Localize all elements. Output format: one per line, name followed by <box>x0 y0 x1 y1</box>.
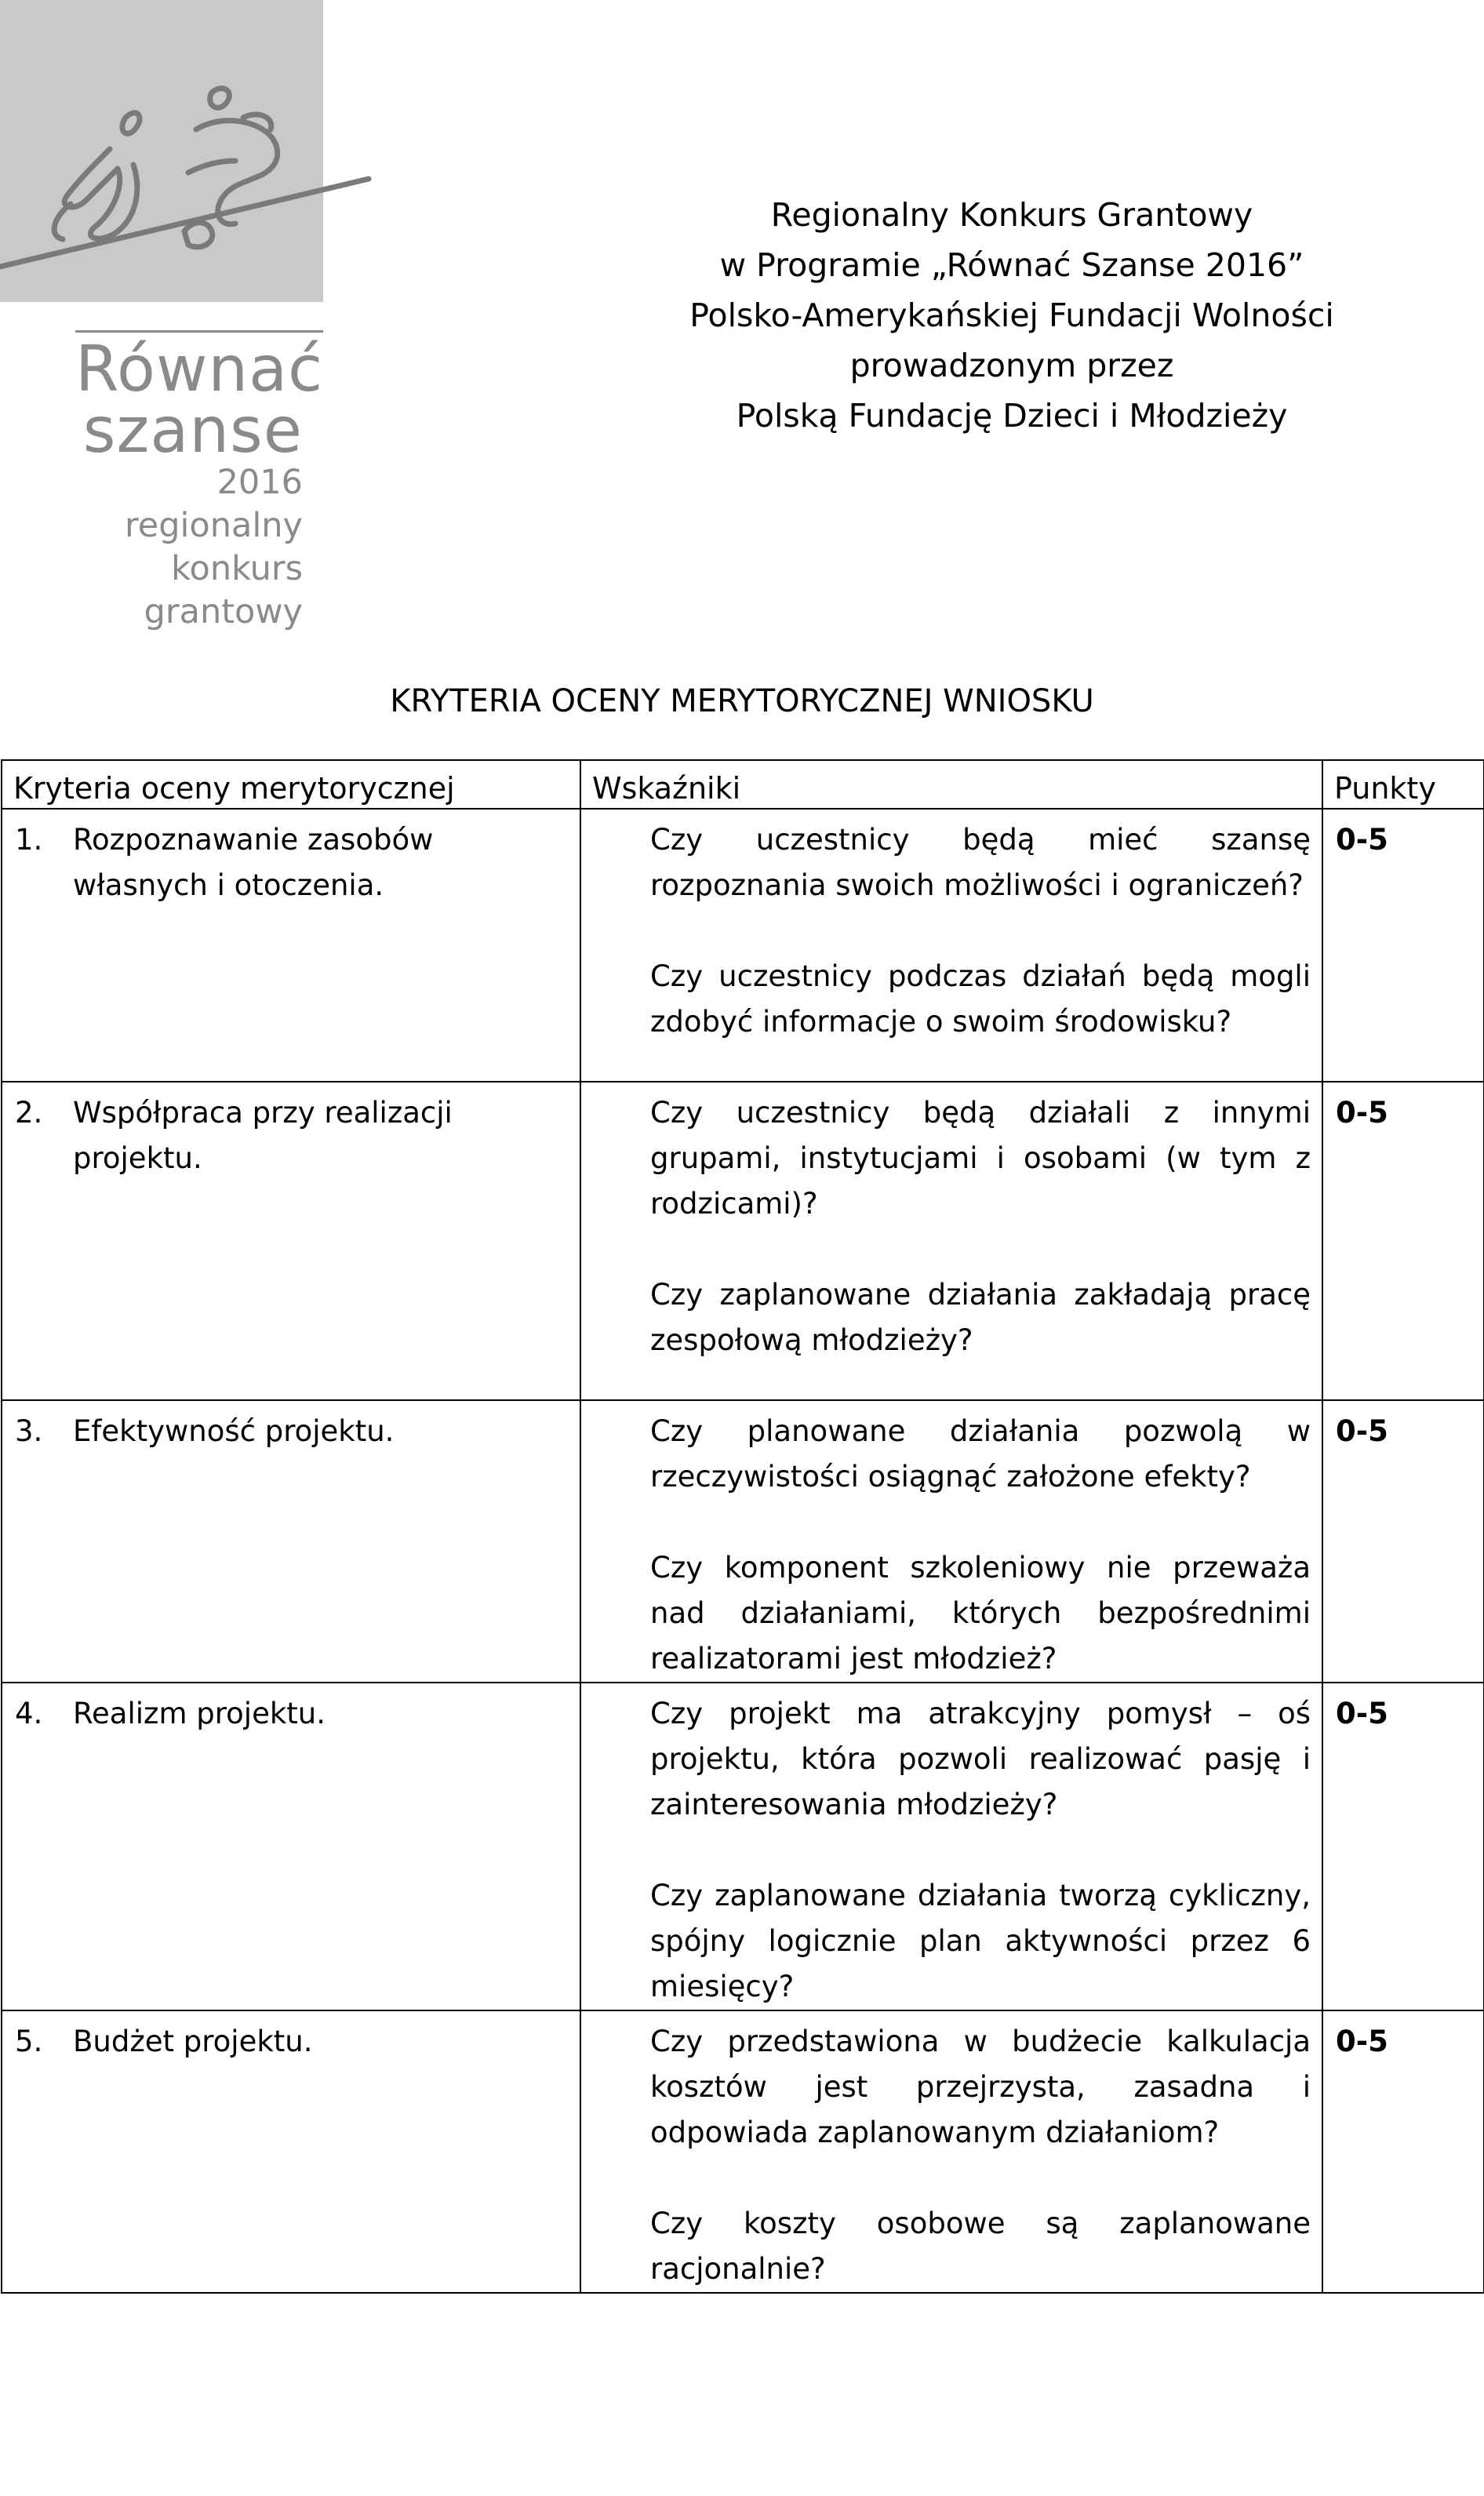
indicators-cell <box>580 2010 1322 2293</box>
indicator-question: Czy planowane działania pozwolą w rzeczywistości osiągnąć założone efekty? <box>650 1414 1311 1494</box>
logo-line-1: Równać <box>75 333 324 406</box>
points-value: 0-5 <box>1336 1697 1388 1730</box>
header-line-4: prowadzonym przez <box>849 347 1174 384</box>
logo-wordmark <box>75 333 324 634</box>
criterion-number: 4. <box>15 1697 43 1730</box>
criterion-text: Współpraca przy realizacji projektu. <box>73 1096 453 1175</box>
indicator-question: Czy koszty osobowe są zaplanowane racjonalnie? <box>650 2207 1311 2286</box>
column-header-indicators: Wskaźniki <box>580 760 1322 809</box>
table-header-row <box>2 760 1484 809</box>
criterion-cell <box>2 1683 580 2010</box>
table-row <box>2 1400 1484 1683</box>
indicators-cell <box>580 1400 1322 1683</box>
criterion-cell <box>2 1400 580 1683</box>
logo-line-3: 2016 <box>216 463 303 502</box>
criterion-cell <box>2 2010 580 2293</box>
indicator-question: Czy zaplanowane działania tworzą cykliczny, spójny logicznie plan aktywności przez 6 miesięcy? <box>650 1879 1311 2003</box>
indicator-question: Czy uczestnicy będą mieć szansę rozpoznania swoich możliwości i ograniczeń? <box>650 823 1311 902</box>
indicator-question: Czy zaplanowane działania zakładają pracę zespołową młodzieży? <box>650 1278 1311 1357</box>
indicator-question: Czy uczestnicy będą działali z innymi grupami, instytucjami i osobami (w tym z rodzicami)? <box>650 1096 1311 1221</box>
header-line-3: Polsko-Amerykańskiej Fundacji Wolności <box>689 297 1334 334</box>
indicators-cell <box>580 1082 1322 1400</box>
criterion-number: 3. <box>15 1414 43 1448</box>
column-header-points: Punkty <box>1322 760 1484 809</box>
criterion-text: Budżet projektu. <box>73 2025 313 2058</box>
criterion-cell <box>2 1082 580 1400</box>
logo-line-6: grantowy <box>144 592 303 631</box>
column-header-criteria: Kryteria oceny merytorycznej <box>2 760 580 809</box>
logo-line-2: szanse <box>82 394 303 467</box>
document-header <box>596 190 1428 441</box>
points-cell <box>1322 1082 1484 1400</box>
criterion-text: Realizm projektu. <box>73 1697 326 1730</box>
points-cell <box>1322 809 1484 1082</box>
indicator-question: Czy uczestnicy podczas działań będą mogli zdobyć informacje o swoim środowisku? <box>650 959 1311 1039</box>
indicator-question: Czy projekt ma atrakcyjny pomysł – oś projektu, która pozwoli realizować pasję i zainteresowania młodzieży? <box>650 1697 1311 1821</box>
document-title: KRYTERIA OCENY MERYTORYCZNEJ WNIOSKU <box>390 683 1094 719</box>
indicator-question: Czy komponent szkoleniowy nie przeważa nad działaniami, których bezpośrednimi realizatorami jest młodzież? <box>650 1551 1311 1676</box>
logo-line-5: konkurs <box>171 549 303 588</box>
criterion-cell <box>2 809 580 1082</box>
indicators-cell <box>580 1683 1322 2010</box>
logo-line-4: regionalny <box>125 506 303 545</box>
criterion-text: Efektywność projektu. <box>73 1414 395 1448</box>
criterion-number: 1. <box>15 823 43 857</box>
points-cell <box>1322 2010 1484 2293</box>
runners-logo-icon <box>0 0 376 302</box>
points-value: 0-5 <box>1336 1414 1388 1448</box>
table-row <box>2 1683 1484 2010</box>
points-cell <box>1322 1683 1484 2010</box>
header-line-5: Polską Fundację Dzieci i Młodzieży <box>736 397 1288 435</box>
criterion-number: 5. <box>15 2025 43 2058</box>
indicators-cell <box>580 809 1322 1082</box>
table-row <box>2 2010 1484 2293</box>
header-line-1: Regionalny Konkurs Grantowy <box>770 196 1253 234</box>
criteria-table <box>1 759 1484 2294</box>
points-cell <box>1322 1400 1484 1683</box>
criterion-number: 2. <box>15 1096 43 1130</box>
points-value: 0-5 <box>1336 1096 1388 1130</box>
header-line-2: w Programie „Równać Szanse 2016” <box>719 246 1304 284</box>
points-value: 0-5 <box>1336 823 1388 857</box>
indicator-question: Czy przedstawiona w budżecie kalkulacja kosztów jest przejrzysta, zasadna i odpowiada zaplanowanym działaniom? <box>650 2025 1311 2149</box>
points-value: 0-5 <box>1336 2025 1388 2058</box>
table-row <box>2 809 1484 1082</box>
criterion-text: Rozpoznawanie zasobów własnych i otoczenia. <box>73 823 434 902</box>
table-row <box>2 1082 1484 1400</box>
